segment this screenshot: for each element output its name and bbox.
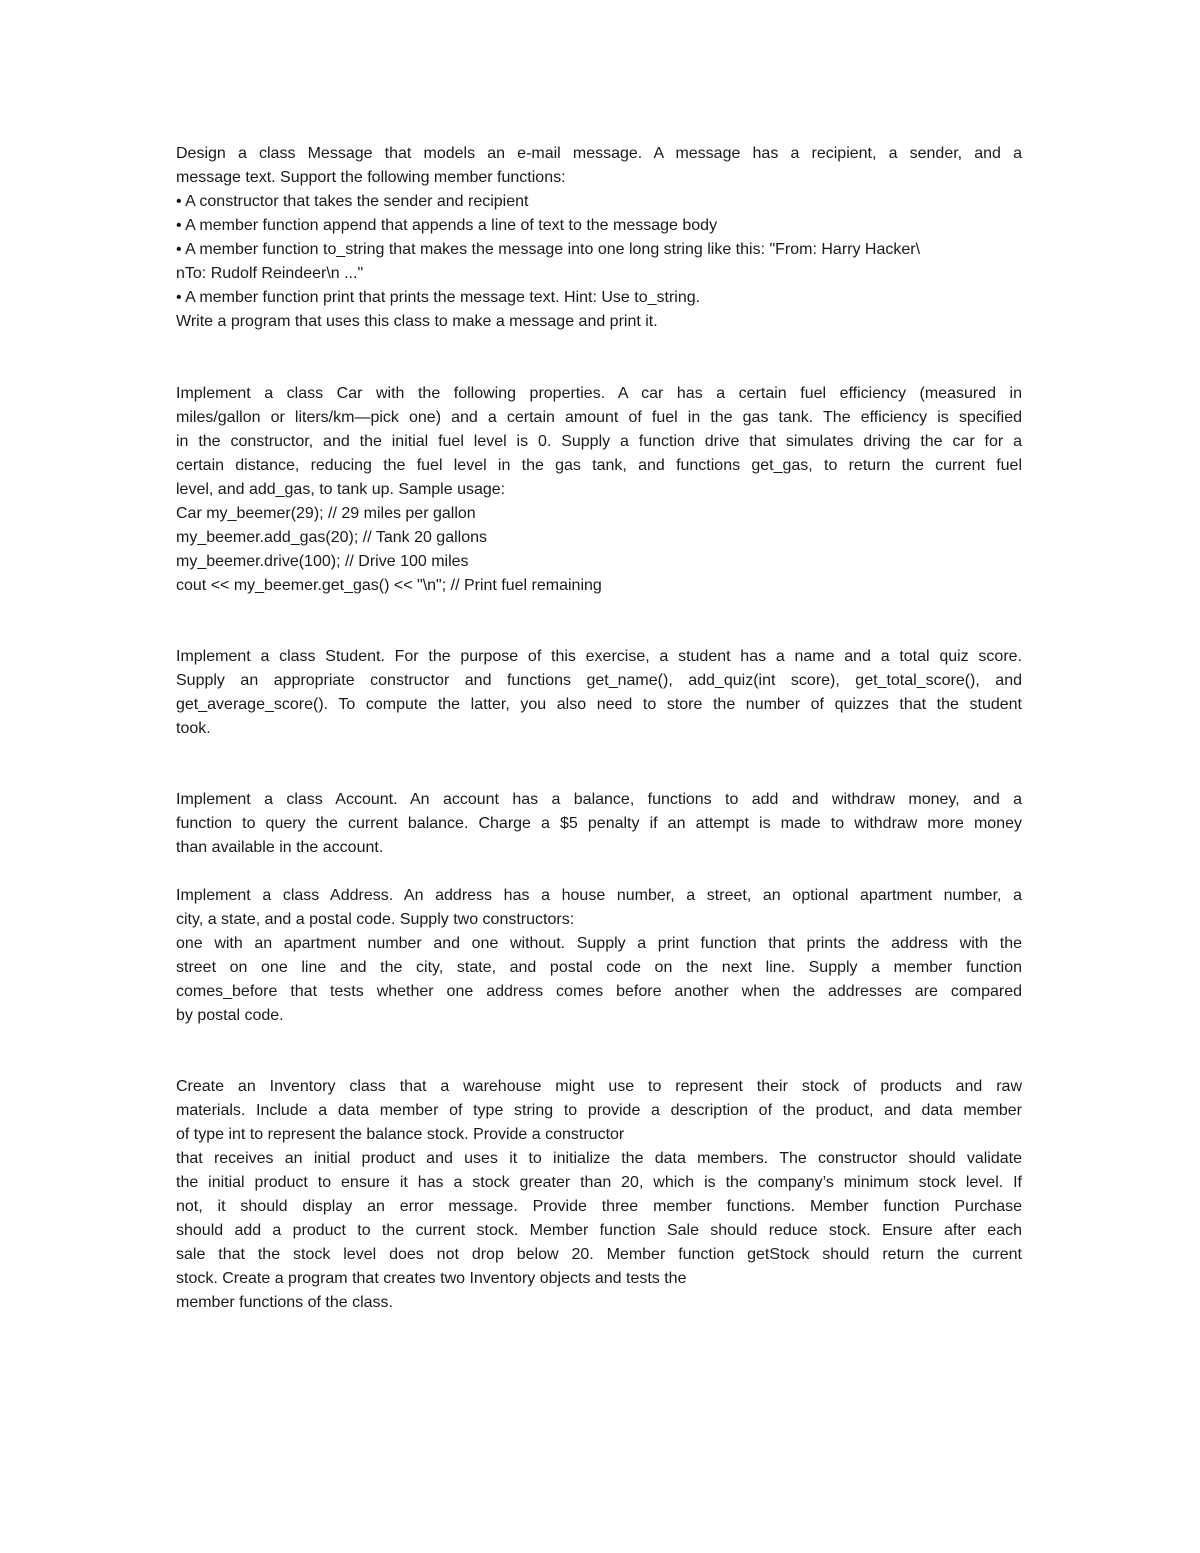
text-line: • A constructor that takes the sender and recipient: [176, 193, 529, 210]
exercise-message-class: [176, 142, 1022, 334]
text-line: sale that the stock level does not drop below 20. Member function getStock should return the current: [176, 1246, 1022, 1263]
text-line: that receives an initial product and uses it to initialize the data members. The constructor should validate: [176, 1150, 1022, 1167]
exercise-address-class: [176, 884, 1022, 1028]
text-line: message text. Support the following member functions:: [176, 169, 566, 186]
text-line: • A member function print that prints the message text. Hint: Use to_string.: [176, 289, 701, 306]
text-line: Write a program that uses this class to make a message and print it.: [176, 313, 658, 330]
text-line: cout << my_beemer.get_gas() << "\n"; // Print fuel remaining: [176, 577, 602, 594]
text-line: function to query the current balance. Charge a $5 penalty if an attempt is made to withdraw more money: [176, 815, 1022, 832]
text-line: comes_before that tests whether one address comes before another when the addresses are compared: [176, 983, 1022, 1000]
text-line: in the constructor, and the initial fuel level is 0. Supply a function drive that simulates driving the car for a: [176, 433, 1022, 450]
exercise-inventory-class: [176, 1075, 1022, 1315]
text-line: nTo: Rudolf Reindeer\n ...": [176, 265, 364, 282]
text-line: of type int to represent the balance stock. Provide a constructor: [176, 1126, 625, 1143]
text-line: certain distance, reducing the fuel level in the gas tank, and functions get_gas, to return the current fuel: [176, 457, 1022, 474]
text-line: by postal code.: [176, 1007, 284, 1024]
text-line: • A member function append that appends a line of text to the message body: [176, 217, 718, 234]
text-line: should add a product to the current stock. Member function Sale should reduce stock. Ensure after each: [176, 1222, 1022, 1239]
text-line: street on one line and the city, state, and postal code on the next line. Supply a member function: [176, 959, 1022, 976]
exercise-car-class: [176, 382, 1022, 598]
text-line: stock. Create a program that creates two Inventory objects and tests the: [176, 1270, 687, 1287]
text-line: member functions of the class.: [176, 1294, 393, 1311]
text-line: my_beemer.add_gas(20); // Tank 20 gallons: [176, 529, 488, 546]
text-line: Implement a class Account. An account has a balance, functions to add and withdraw money, and a: [176, 791, 1022, 808]
text-line: Implement a class Address. An address has a house number, a street, an optional apartment number, a: [176, 887, 1022, 904]
text-line: the initial product to ensure it has a stock greater than 20, which is the company’s minimum stock level. If: [176, 1174, 1022, 1191]
exercise-account-class: [176, 788, 1022, 860]
text-line: • A member function to_string that makes the message into one long string like this: "From: Harry Hacker\: [176, 241, 921, 258]
text-line: not, it should display an error message. Provide three member functions. Member function Purchase: [176, 1198, 1022, 1215]
text-line: Implement a class Student. For the purpose of this exercise, a student has a name and a total quiz score.: [176, 648, 1022, 665]
text-line: city, a state, and a postal code. Supply two constructors:: [176, 911, 575, 928]
text-line: Implement a class Car with the following properties. A car has a certain fuel efficiency (measured in: [176, 385, 1022, 402]
text-line: Design a class Message that models an e-mail message. A message has a recipient, a sender, and a: [176, 145, 1022, 162]
text-line: my_beemer.drive(100); // Drive 100 miles: [176, 553, 469, 570]
text-line: one with an apartment number and one without. Supply a print function that prints the address with the: [176, 935, 1022, 952]
exercise-student-class: [176, 645, 1022, 741]
text-line: miles/gallon or liters/km—pick one) and a certain amount of fuel in the gas tank. The efficiency is specified: [176, 409, 1022, 426]
text-line: Car my_beemer(29); // 29 miles per gallon: [176, 505, 476, 522]
text-line: took.: [176, 720, 211, 737]
text-line: Create an Inventory class that a warehouse might use to represent their stock of products and raw: [176, 1078, 1022, 1095]
text-line: get_average_score(). To compute the latter, you also need to store the number of quizzes that the student: [176, 696, 1022, 713]
text-line: Supply an appropriate constructor and functions get_name(), add_quiz(int score), get_total_score(), and: [176, 672, 1022, 689]
text-line: materials. Include a data member of type string to provide a description of the product, and data member: [176, 1102, 1022, 1119]
text-line: level, and add_gas, to tank up. Sample usage:: [176, 481, 506, 498]
text-line: than available in the account.: [176, 839, 384, 856]
